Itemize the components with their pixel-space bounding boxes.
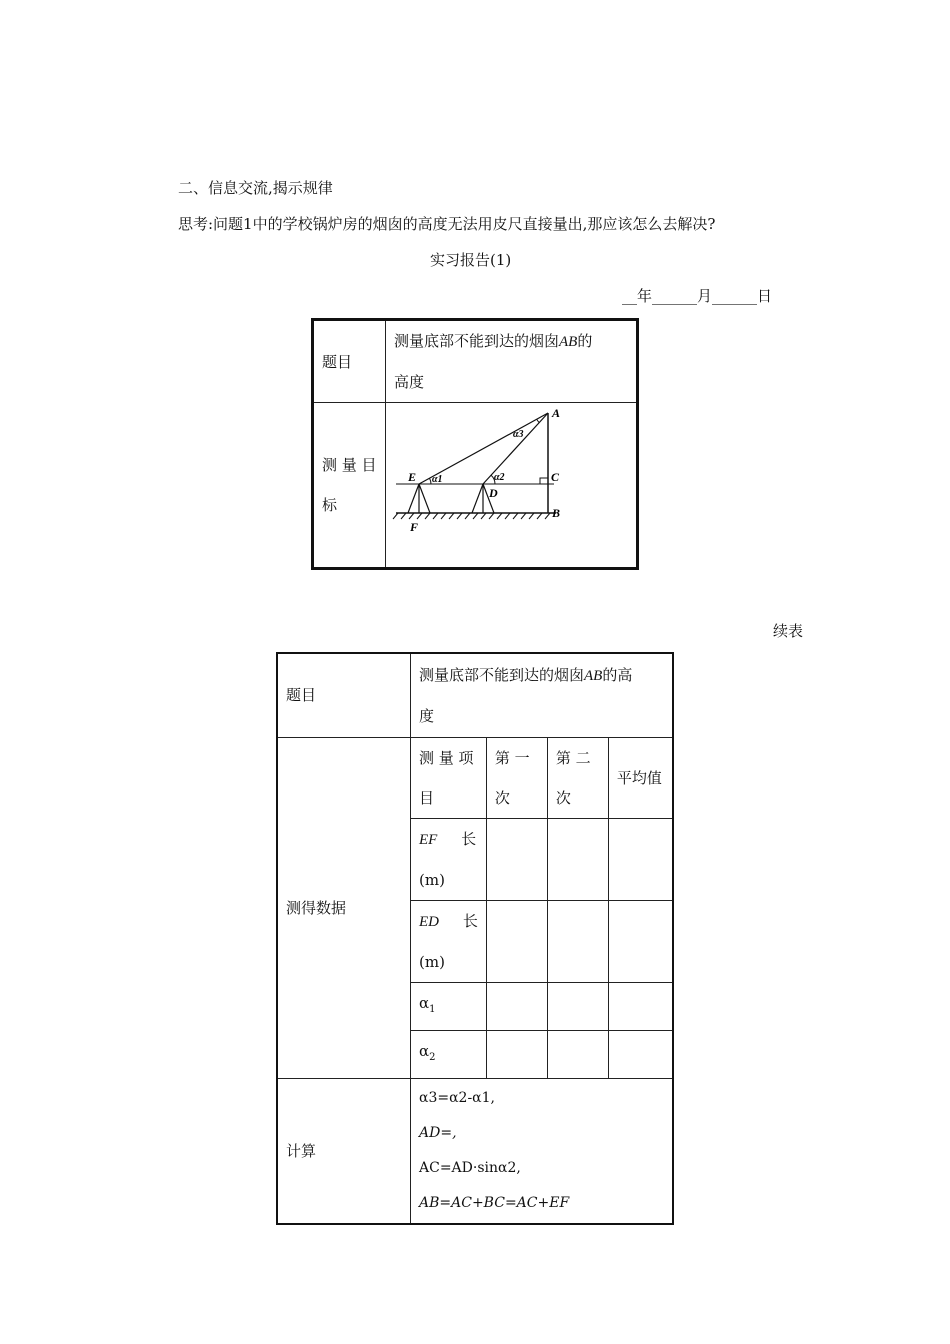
- label-a: A: [552, 406, 561, 420]
- calc-line-2: AD=,: [419, 1124, 457, 1141]
- alpha3-arc: [537, 419, 540, 422]
- think-question: 思考:问题1中的学校锅炉房的烟囱的高度无法用皮尺直接量出,那应该怎么去解决?: [178, 215, 716, 233]
- label-e: E: [408, 470, 417, 484]
- date-line: __年______月______日: [622, 287, 773, 305]
- sight-line-da: [483, 413, 548, 484]
- label-alpha2: α2: [494, 472, 505, 483]
- right-angle-mark: [540, 478, 548, 484]
- report-table-2: [276, 652, 674, 1225]
- alpha1-arc: [430, 478, 432, 484]
- row-ed-label: ED 长 (m): [411, 900, 487, 982]
- row-ef-label: EF 长 (m): [411, 818, 487, 900]
- topic-value: 测量底部不能到达的烟囱AB的 高度: [386, 320, 638, 403]
- header-average: 平均值: [608, 737, 673, 818]
- row-alpha2-second[interactable]: [547, 1030, 608, 1078]
- row-ed-average[interactable]: [608, 900, 673, 982]
- section-title: 二、信息交流,揭示规律: [178, 179, 333, 197]
- calc-line-3: AC=AD·sinα2,: [419, 1159, 521, 1176]
- calc-line-4: AB=AC+BC=AC+EF: [419, 1194, 570, 1211]
- label-alpha1: α1: [432, 474, 443, 485]
- measurement-diagram-cell: [386, 403, 638, 569]
- target-label: 测 量 目 标: [313, 403, 386, 569]
- row-ef-average[interactable]: [608, 818, 673, 900]
- calc-content: [411, 1078, 674, 1224]
- row-alpha2-first[interactable]: [486, 1030, 547, 1078]
- report-title: 实习报告(1): [430, 251, 512, 269]
- topic-label-2: 题目: [277, 653, 411, 737]
- header-first: 第 一 次: [486, 737, 547, 818]
- row-alpha1-average[interactable]: [608, 982, 673, 1030]
- ground-hatching: [393, 513, 550, 519]
- header-second: 第 二 次: [547, 737, 608, 818]
- continued-label: 续表: [773, 622, 804, 640]
- data-label: 测得数据: [277, 737, 411, 1078]
- calc-line-1: α3=α2-α1,: [419, 1089, 495, 1106]
- report-table-1: [311, 318, 639, 570]
- calc-label: 计算: [277, 1078, 411, 1224]
- row-ef-second[interactable]: [547, 818, 608, 900]
- label-d: D: [489, 486, 498, 500]
- label-b: B: [552, 506, 561, 520]
- topic-label: 题目: [313, 320, 386, 403]
- label-alpha3: α3: [513, 429, 524, 440]
- chimney-measurement-diagram: [386, 403, 636, 567]
- row-ef-first[interactable]: [486, 818, 547, 900]
- row-ed-first[interactable]: [486, 900, 547, 982]
- row-alpha1-first[interactable]: [486, 982, 547, 1030]
- header-item: 测 量 项 目: [411, 737, 487, 818]
- label-f: F: [410, 520, 419, 534]
- row-ed-second[interactable]: [547, 900, 608, 982]
- row-alpha1-label: $\alpha_1$: [411, 982, 487, 1030]
- tripod-e: [408, 484, 430, 513]
- row-alpha1-second[interactable]: [547, 982, 608, 1030]
- row-alpha2-average[interactable]: [608, 1030, 673, 1078]
- topic-value-2: 测量底部不能到达的烟囱AB的高 度: [411, 653, 674, 737]
- row-alpha2-label: $\alpha_2$: [411, 1030, 487, 1078]
- label-c: C: [551, 470, 560, 484]
